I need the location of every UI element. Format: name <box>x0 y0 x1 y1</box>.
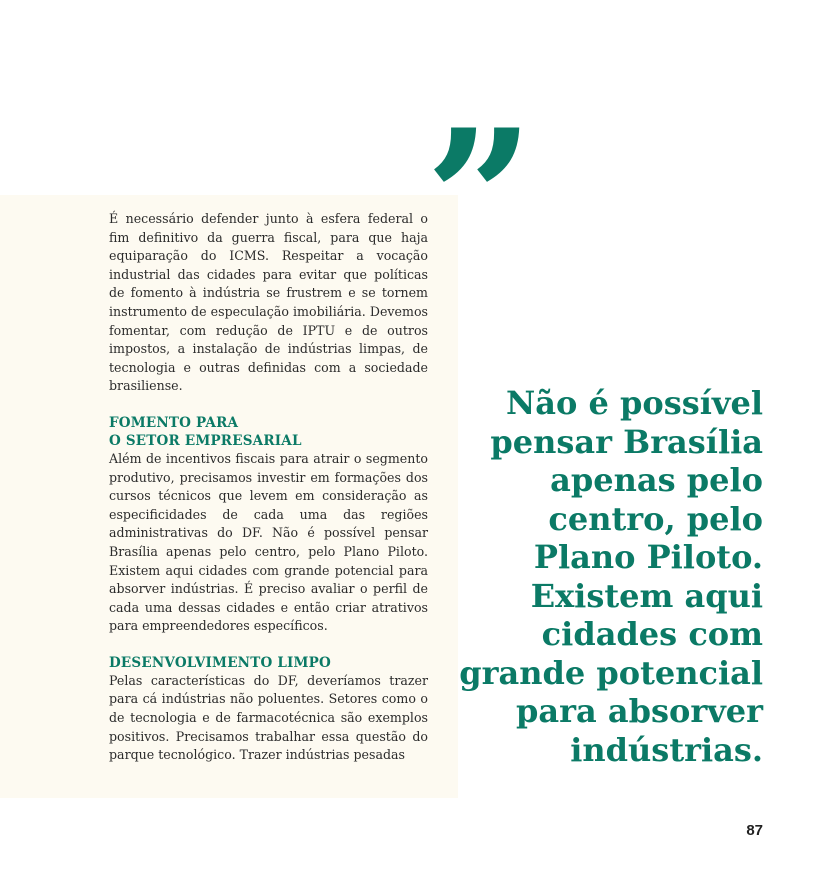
section-heading-line: O SETOR EMPRESARIAL <box>109 432 302 449</box>
section-heading-line: DESENVOLVIMENTO LIMPO <box>109 654 331 671</box>
pull-quote-line: apenas pelo <box>550 461 763 499</box>
pull-quote-line: Existem aqui <box>530 576 763 615</box>
article-body <box>109 210 428 765</box>
pull-quote-line: Não é possível <box>506 384 763 422</box>
quotation-mark-icon: ” <box>425 88 521 311</box>
section-heading-desenvolvimento <box>109 654 428 672</box>
pull-quote-line: Plano Piloto. <box>533 538 763 576</box>
pull-quote-line: para absorver <box>516 692 763 730</box>
pull-quote-line: cidades com <box>541 615 763 653</box>
pull-quote-line: pensar Brasília <box>490 422 763 461</box>
pull-quote-line: grande potencial <box>459 653 763 692</box>
page-number: 87 <box>746 822 763 839</box>
section-heading-fomento <box>109 414 428 450</box>
section-body-desenvolvimento: Pelas características do DF, deveríamos trazer para cá indústrias não poluentes. Setores como o de tecnologia e de farmacotécnica são exemplos positivos. Precisamos trabalhar essa questão do parque tecnológico. Trazer indústrias pesadas <box>109 672 428 763</box>
section-body-fomento: Além de incentivos fiscais para atrair o segmento produtivo, precisamos investir em formações dos cursos técnicos que levem em consideração as especificidades de cada uma das regiões administrativas do DF. Não é possível pensar Brasília apenas pelo centro, pelo Plano Piloto. Existem aqui cidades com grande potencial para absorver indústrias. É preciso avaliar o perfil de cada uma dessas cidades e então criar atrativos para empreendedores específicos. <box>109 450 428 634</box>
pull-quote-line: centro, pelo <box>548 499 763 538</box>
pull-quote <box>433 384 763 769</box>
section-heading-line: FOMENTO PARA <box>109 414 239 431</box>
intro-paragraph: É necessário defender junto à esfera federal o fim definitivo da guerra fiscal, para que haja equiparação do ICMS. Respeitar a vocação industrial das cidades para evitar que políticas de fomento à indústria se frustrem e se tornem instrumento de especulação imobiliária. Devemos fomentar, com redução de IPTU e de outros impostos, a instalação de indústrias limpas, de tecnologia e outras definidas com a sociedade brasiliense. <box>109 211 428 394</box>
pull-quote-line: indústrias. <box>570 730 763 769</box>
